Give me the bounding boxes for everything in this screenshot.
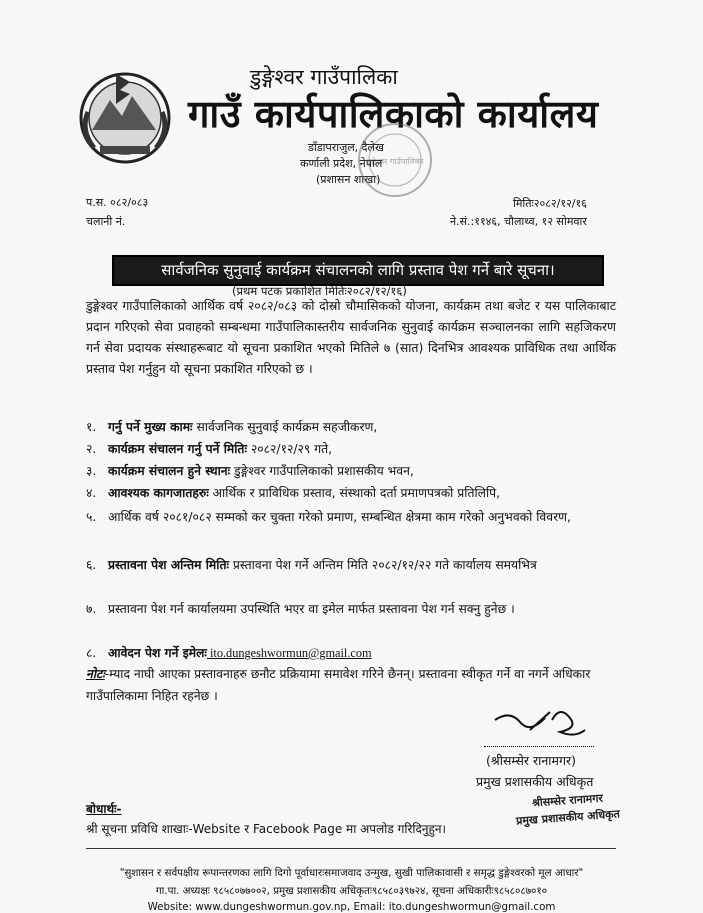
footer-phones: गा.पा. अध्यक्षः ९८५८०७७००२, प्रमुख प्रशासकीय अधिकृतः९८५८०३९७२४, सूचना अधिकारीः९८५८०८७०१० xyxy=(155,885,548,897)
signature-stamp-title: प्रमुख प्रशासकीय अधिकृत xyxy=(515,807,621,828)
address-province: कर्णाली प्रदेश, नेपाल xyxy=(300,157,383,170)
office-stamp-icon xyxy=(355,120,435,200)
list-item: ६. प्रस्तावना पेश अन्तिम मितिः प्रस्तावना पेश गर्ने अन्तिम मिति २०८२/१२/२२ गते कार्यालय समयभित्र xyxy=(86,558,537,572)
list-item: २. कार्यक्रम संचालन गर्नु पर्ने मितिः २०८२/१२/२९ गते, xyxy=(86,442,333,456)
published-date: (प्रथम पटक प्रकाशित मितिः२०८२/१२/१६) xyxy=(232,284,407,298)
list-item: १. गर्नु पर्ने मुख्य कामः सार्वजनिक सुनुवाई कार्यक्रम सहजीकरण, xyxy=(86,420,378,434)
date-ns: ने.सं.:११४६, चौलाथ्व, १२ सोमवार xyxy=(450,215,587,228)
stamp-text: डुङ्गेश्वर गाउँपालिका xyxy=(366,157,424,166)
list-item: ३. कार्यक्रम संचालन हुने स्थानः डुङ्गेश्वर गाउँपालिकाको प्रशासकीय भवन, xyxy=(86,464,414,478)
footer-web: Website: www.dungeshwormun.gov.np, Email: ito.dungeshwormun@gmail.com xyxy=(147,901,556,913)
ps-label: प.स. ०८२/०८३ xyxy=(86,196,149,209)
email-link[interactable]: ito.dungeshwormun@gmail.com xyxy=(206,646,372,660)
address-place: डाँडापराजुल, दैलेख xyxy=(308,141,384,154)
municipality-emblem-icon xyxy=(70,60,180,170)
date-bs: मितिः२०८२/१२/१६ xyxy=(513,197,587,210)
section-name: (प्रशासन शाखा) xyxy=(316,173,381,186)
list-item: ७. प्रस्तावना पेश गर्न कार्यालयमा उपस्थिति भएर वा इमेल मार्फत प्रस्तावना पेश गर्न सक्नु हुनेछ । xyxy=(86,602,515,616)
chalani-label: चलानी नं. xyxy=(86,215,126,228)
signature-line xyxy=(484,746,594,747)
footer-divider xyxy=(86,848,616,849)
signature-icon xyxy=(490,700,590,745)
bodharth-label: बोधार्थः- xyxy=(86,802,122,816)
list-item: ८. आवेदन पेश गर्ने इमेलः ito.dungeshwormun@gmail.com xyxy=(86,646,372,660)
municipality-name: डुङ्गेश्वर गाउँपालिका xyxy=(250,65,398,89)
bodharth-text: श्री सूचना प्रविधि शाखाः-Website र Facebook Page मा अपलोड गरिदिनुहुन। xyxy=(86,822,447,836)
signatory-title: प्रमुख प्रशासकीय अधिकृत xyxy=(476,774,594,789)
note: नोटः-म्याद नाघी आएका प्रस्तावनाहरु छनौट प्रक्रियामा समावेश गरिने छैनन्। प्रस्तावना स्वीकृत गर्ने वा नगर्ने अधिकार गाउँपालिकामा निहित रहनेछ । xyxy=(86,667,591,703)
list-item: ५. आर्थिक वर्ष २०८१/०८२ सम्मको कर चुक्ता गरेको प्रमाण, सम्बन्धित क्षेत्रमा काम गरेको अनुभवको विवरण, xyxy=(86,510,571,524)
signature-stamp-name: श्रीसम्सेर रानामगर xyxy=(531,791,604,810)
office-name: गाउँ कार्यपालिकाको कार्यालय xyxy=(188,92,599,136)
footer-motto: "सुशासन र सर्वपक्षीय रूपान्तरणका लागि दिगो पूर्वाधारःसमाजवाद उन्मुख, सुखी पालिकावासी र समृद्ध डुङ्गेश्वरको मूल आधार" xyxy=(119,867,584,879)
list-item: ४. आवश्यक कागजातहरुः आर्थिक र प्राविधिक प्रस्ताव, संस्थाको दर्ता प्रमाणपत्रको प्रतिलिपि, xyxy=(86,486,501,500)
notice-body: डुङ्गेश्वर गाउँपालिकाको आर्थिक वर्ष २०८२/०८३ को दोस्रो चौमासिकको योजना, कार्यक्रम तथा बजेट र यस पालिकाबाट प्रदान गरिएको सेवा प्रवाहको सम्बन्धमा गाउँपालिकास्तरीय सार्वजनिक सुनुवाई कार्यक्रम सञ्चालनका लागि सहजिकरण गर्न सेवा प्रदायक संस्थाहरूबाट यो सूचना प्रकाशित भएको मितिले ७ (सात) दिनभित्र आवश्यक प्राविधिक तथा आर्थिक प्रस्ताव पेश गर्नुहुन यो सूचना प्रकाशित गरिएको छ । xyxy=(86,298,616,376)
notice-title: सार्वजनिक सुनुवाई कार्यक्रम संचालनको लागि प्रस्ताव पेश गर्ने बारे सूचना। xyxy=(112,255,604,286)
signatory-name: (श्रीसम्सेर रानामगर) xyxy=(486,753,577,768)
